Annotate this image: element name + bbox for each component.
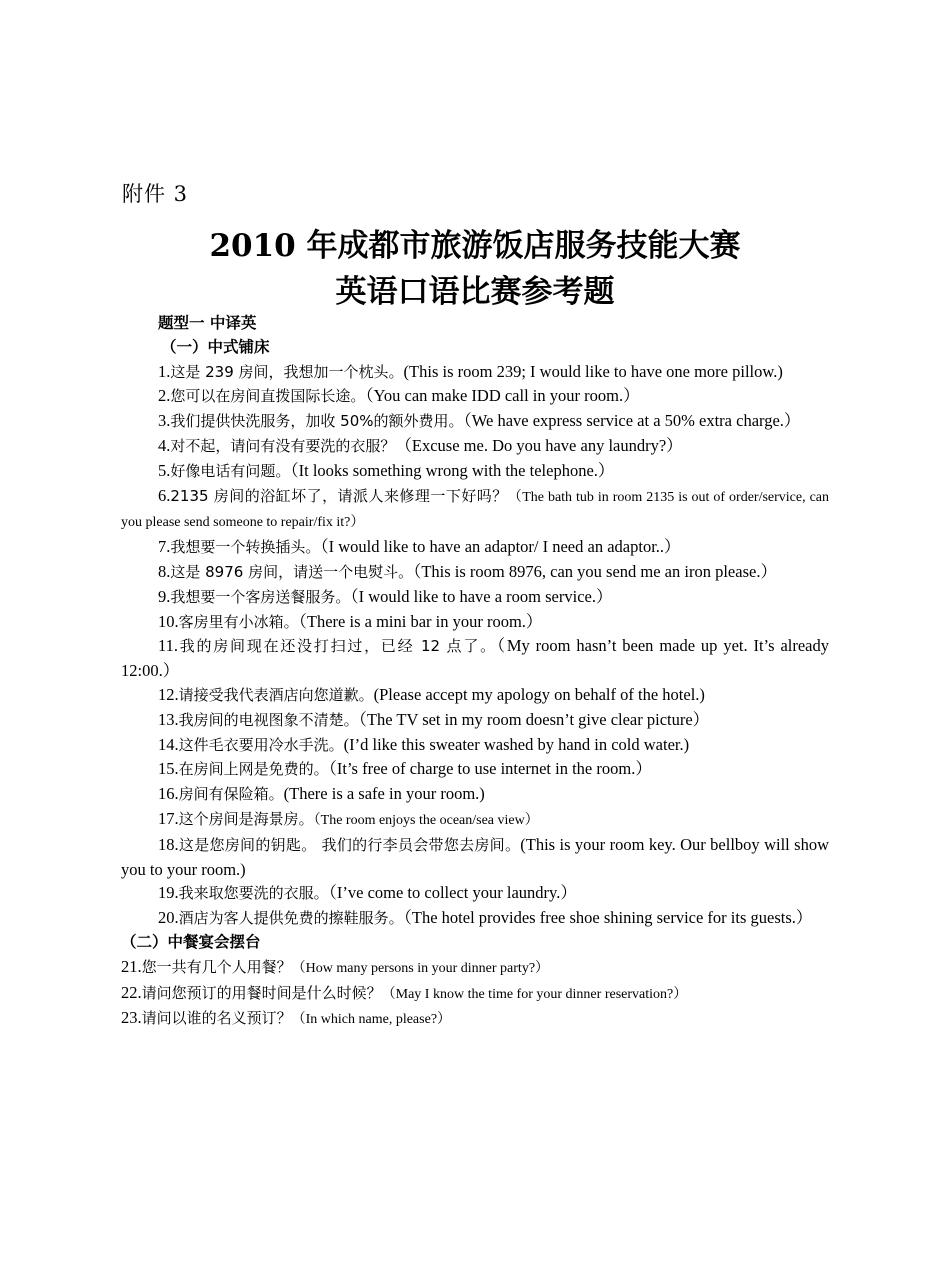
- item-english: （May I know the time for your dinner reservation?）: [381, 986, 688, 1002]
- item-english: （How many persons in your dinner party?）: [291, 960, 550, 976]
- item-english: （Excuse me. Do you have any laundry?）: [395, 435, 683, 455]
- document-body: [121, 312, 829, 1032]
- list-item: [121, 807, 829, 833]
- list-item: [121, 610, 829, 635]
- list-item: [121, 634, 829, 683]
- item-english: （I’ve come to collect your laundry.）: [328, 883, 577, 903]
- item-number: 7.: [158, 537, 171, 557]
- list-item: [121, 955, 829, 981]
- item-chinese: 对不起，请问有没有要洗的衣服？: [170, 436, 396, 455]
- item-chinese: 我房间的电视图象不清楚。: [178, 710, 359, 729]
- list-item: [121, 981, 829, 1007]
- item-english: （This is room 8976, can you send me an iron please.）: [413, 561, 777, 581]
- item-number: 19.: [158, 883, 179, 903]
- item-english: (I’d like this sweater washed by hand in cold water.): [343, 734, 690, 754]
- item-number: 17.: [158, 808, 179, 828]
- item-number: 16.: [158, 784, 179, 804]
- item-english: （I would like to have an adaptor/ I need an adaptor..）: [320, 537, 681, 557]
- item-number: 8.: [158, 561, 171, 581]
- item-number: 1.: [158, 361, 171, 381]
- list-item: [121, 484, 829, 536]
- list-item: [121, 757, 829, 782]
- item-chinese: 请问您预订的用餐时间是什么时候？: [141, 983, 382, 1002]
- item-english: （The hotel provides free shoe shining service for its guests.）: [403, 908, 813, 928]
- item-number: 5.: [158, 460, 171, 480]
- item-english: （You can make IDD call in your room.）: [365, 386, 640, 406]
- section1-subheading: （一）中式铺床: [161, 337, 270, 356]
- item-chinese: 2135 房间的浴缸坏了，请派人来修理一下好吗？: [170, 486, 508, 505]
- item-number: 2.: [158, 386, 171, 406]
- item-english: (This is your room key. Our bellboy will show you to your room.): [121, 834, 829, 879]
- item-english: (This is room 239; I would like to have one more pillow.): [403, 361, 783, 381]
- item-english: （There is a mini bar in your room.）: [298, 611, 543, 631]
- item-chinese: 请接受我代表酒店向您道歉。: [178, 685, 374, 704]
- item-chinese: 这是 239 房间，我想加一个枕头。: [170, 362, 404, 381]
- item-chinese: 您可以在房间直拨国际长途。: [170, 387, 366, 406]
- item-number: 20.: [158, 908, 179, 928]
- list-item: [121, 409, 829, 434]
- item-english: （In which name, please?）: [291, 1012, 452, 1028]
- item-english: （It’s free of charge to use internet in the room.）: [328, 759, 652, 779]
- list-item: [121, 585, 829, 610]
- document-title-line2: 英语口语比赛参考题: [335, 274, 615, 310]
- list-item: [121, 733, 829, 758]
- list-item: [121, 833, 829, 882]
- attachment-label: 附件 3: [122, 182, 189, 206]
- list-item: [121, 535, 829, 560]
- item-english: （My room hasn’t been made up yet. It’s already 12:00.）: [121, 636, 830, 681]
- item-english: （The TV set in my room doesn’t give clear picture）: [358, 709, 710, 729]
- item-english: (There is a safe in your room.): [283, 784, 485, 804]
- item-number: 3.: [158, 411, 171, 431]
- list-item: [121, 459, 829, 484]
- list-item: [121, 782, 829, 807]
- list-item: [121, 360, 829, 385]
- item-number: 23.: [121, 1008, 142, 1028]
- list-item: [121, 560, 829, 585]
- item-number: 21.: [121, 956, 142, 976]
- item-chinese: 这是您房间的钥匙。 我们的行李员会带您去房间。: [178, 835, 521, 854]
- item-chinese: 这是 8976 房间，请送一个电熨斗。: [170, 562, 414, 581]
- item-english: （It looks something wrong with the telephone.）: [290, 460, 615, 480]
- item-number: 9.: [158, 586, 171, 606]
- list-item: [121, 881, 829, 906]
- item-english: （The bath tub in room 2135 is out of order/service, can you please send someone to repair/fix it?）: [121, 489, 829, 531]
- section2-heading: （二）中餐宴会摆台: [121, 932, 261, 951]
- item-number: 13.: [158, 709, 179, 729]
- item-number: 18.: [158, 834, 179, 854]
- item-english: （The room enjoys the ocean/sea view）: [313, 812, 539, 828]
- item-english: (Please accept my apology on behalf of the hotel.): [373, 684, 705, 704]
- item-chinese: 我想要一个转换插头。: [170, 538, 321, 557]
- list-item: [121, 906, 829, 931]
- item-chinese: 我想要一个客房送餐服务。: [170, 587, 351, 606]
- item-chinese: 您一共有几个人用餐？: [141, 957, 292, 976]
- item-number: 10.: [158, 611, 179, 631]
- item-chinese: 这件毛衣要用冷水手洗。: [178, 735, 344, 754]
- item-chinese: 我来取您要洗的衣服。: [178, 884, 329, 903]
- section1-heading: 题型一 中译英: [158, 314, 257, 332]
- list-item: [121, 683, 829, 708]
- section1-item-list: [121, 360, 829, 931]
- item-number: 6.: [158, 485, 171, 505]
- item-number: 14.: [158, 734, 179, 754]
- item-chinese: 好像电话有问题。: [170, 461, 291, 480]
- document-title-line1: 2010 年成都市旅游饭店服务技能大赛: [209, 228, 741, 264]
- list-item: [121, 434, 829, 459]
- item-chinese: 请问以谁的名义预订？: [141, 1009, 292, 1028]
- item-chinese: 房间有保险箱。: [178, 785, 284, 804]
- list-item: [121, 1006, 829, 1032]
- item-chinese: 我的房间现在还没打扫过，已经 12 点了。: [178, 637, 497, 656]
- list-item: [121, 384, 829, 409]
- item-number: 22.: [121, 982, 142, 1002]
- item-number: 15.: [158, 759, 179, 779]
- item-number: 4.: [158, 435, 171, 455]
- item-chinese: 在房间上网是免费的。: [178, 760, 329, 779]
- item-english: （I would like to have a room service.）: [350, 586, 613, 606]
- item-english: （We have express service at a 50% extra charge.）: [463, 411, 801, 431]
- section2-item-list: [121, 955, 829, 1032]
- item-number: 11.: [158, 636, 179, 656]
- list-item: [121, 708, 829, 733]
- item-number: 12.: [158, 684, 179, 704]
- item-chinese: 这个房间是海景房。: [178, 809, 314, 828]
- item-chinese: 我们提供快洗服务，加收 50%的额外费用。: [170, 412, 464, 431]
- item-chinese: 酒店为客人提供免费的擦鞋服务。: [178, 909, 404, 928]
- item-chinese: 客房里有小冰箱。: [178, 612, 299, 631]
